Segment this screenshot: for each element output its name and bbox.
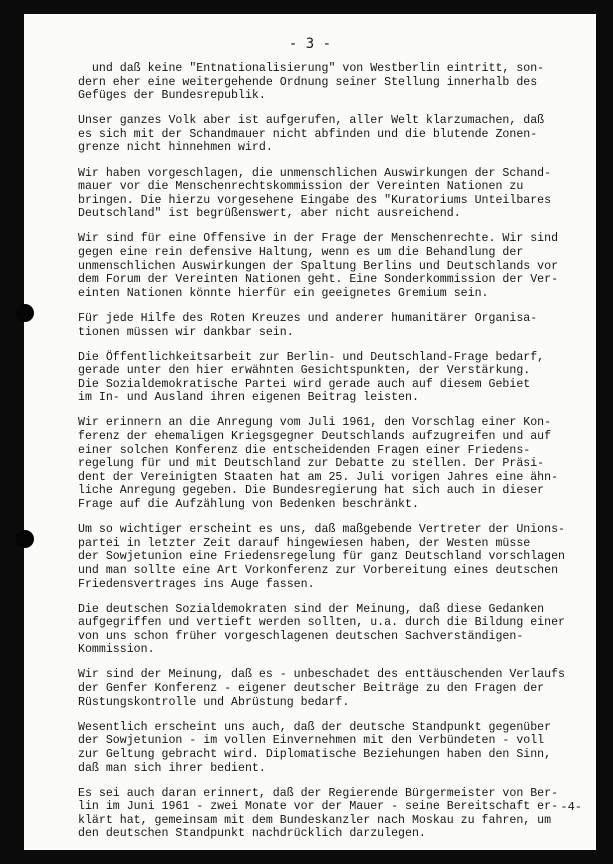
next-page-marker: -4- [560, 800, 582, 814]
text-line: Kommission. [78, 643, 155, 657]
text-line: Für jede Hilfe des Roten Kreuzes und anderer humanitärer Organisa- [78, 311, 538, 325]
text-line: Gefüges der Bundesrepublik. [78, 89, 266, 103]
text-line: Rüstungskontrolle und Abrüstung bedarf. [78, 695, 350, 709]
paragraph [78, 167, 594, 221]
text-line: Wir haben vorgeschlagen, die unmenschlichen Auswirkungen der Schand- [78, 166, 552, 180]
text-line: dern eher eine weitergehende Ordnung seiner Stellung innerhalb des [78, 75, 538, 89]
punch-hole [16, 530, 34, 548]
document-body [78, 62, 594, 853]
text-line: regelung für und mit Deutschland zur Debatte zu stellen. Der Präsi- [78, 457, 545, 471]
text-line: unmenschlichen Auswirkungen der Spaltung Berlins und Deutschlands vor [78, 259, 559, 273]
text-line: Wesentlich erscheint uns auch, daß der deutsche Standpunkt gegenüber [78, 720, 552, 734]
text-line: es sich mit der Schandmauer nicht abfinden und die blutende Zonen- [78, 127, 538, 141]
text-line: der Genfer Konferenz - eigener deutscher Beiträge zu den Fragen der [78, 682, 545, 696]
text-line: einten Nationen könnte hierfür ein geeignetes Gremium sein. [78, 286, 489, 300]
page-number: - 3 - [288, 36, 332, 52]
text-line: gerade unter den hier erwähnten Gesichtspunkten, der Verstärkung. [78, 364, 531, 378]
paragraph [78, 787, 594, 841]
text-line: und daß keine "Entnationalisierung" von Westberlin eintritt, son- [78, 62, 545, 75]
text-line: daß man sich ihrer bedient. [78, 761, 266, 775]
text-line: der Sowjetunion - im vollen Einvernehmen mit den Verbündeten - voll [78, 734, 545, 748]
text-line: dem Forum der Vereinten Nationen geht. Eine Sonderkommission der Ver- [78, 273, 559, 287]
text-line: Um so wichtiger erscheint es uns, daß maßgebende Vertreter der Unions- [78, 523, 566, 537]
text-line: partei in letzter Zeit darauf hingewiesen haben, der Westen müsse [78, 536, 531, 550]
text-line: einer solchen Konferenz die entscheidenden Fragen einer Friedens- [78, 443, 531, 457]
text-line: der Sowjetunion eine Friedensregelung für ganz Deutschland vorschlagen [78, 550, 566, 564]
text-line: lin im Juni 1961 - zwei Monate vor der Mauer - seine Bereitschaft er- [78, 800, 559, 814]
paragraph [78, 721, 594, 775]
text-line: Wir erinnern an die Anregung vom Juli 1961, den Vorschlag einer Kon- [78, 416, 552, 430]
paragraph [78, 603, 594, 657]
paragraph [78, 312, 594, 339]
text-line: liche Anregung gegeben. Die Bundesregierung hat sich auch in dieser [78, 484, 545, 498]
text-line: Die Sozialdemokratische Partei wird gerade auch auf diesem Gebiet [78, 377, 531, 391]
text-line: klärt hat, gemeinsam mit dem Bundeskanzler nach Moskau zu fahren, um [78, 813, 552, 827]
text-line: Friedensvertrages ins Auge fassen. [78, 577, 315, 591]
paragraph [78, 523, 594, 591]
paragraph [78, 351, 594, 405]
text-line: ferenz der ehemaligen Kriegsgegner Deutschlands aufzugreifen und auf [78, 430, 552, 444]
text-line: Unser ganzes Volk aber ist aufgerufen, aller Welt klarzumachen, daß [78, 114, 545, 128]
text-line: dent der Vereinigten Staaten hat am 25. Juli vorigen Jahres eine ähn- [78, 470, 559, 484]
paragraph [78, 416, 594, 511]
text-line: tionen müssen wir dankbar sein. [78, 325, 294, 339]
text-line: von uns schon früher vorgeschlagenen deutschen Sachverständigen- [78, 629, 524, 643]
paragraph [78, 62, 594, 103]
text-line: Es sei auch daran erinnert, daß der Regierende Bürgermeister von Ber- [78, 786, 559, 800]
text-line: gegen eine rein defensive Haltung, wenn es um die Behandlung der [78, 246, 524, 260]
punch-hole [16, 304, 34, 322]
text-line: und man sollte eine Art Vorkonferenz zur Vorbereitung eines deutschen [78, 563, 559, 577]
text-line: zur Geltung gebracht wird. Diplomatische Beziehungen haben den Sinn, [78, 747, 552, 761]
text-line: aufgegriffen und vertieft werden sollten, u.a. durch die Bildung einer [78, 616, 566, 630]
text-line: Deutschland" ist begrüßenswert, aber nicht ausreichend. [78, 207, 461, 221]
text-line: Die deutschen Sozialdemokraten sind der Meinung, daß diese Gedanken [78, 602, 545, 616]
text-line: den deutschen Standpunkt nachdrücklich darzulegen. [78, 827, 426, 841]
document-page [24, 14, 596, 850]
text-line: Wir sind für eine Offensive in der Frage der Menschenrechte. Wir sind [78, 232, 559, 246]
text-line: bringen. Die hierzu vorgesehene Eingabe des "Kuratoriums Unteilbares [78, 193, 552, 207]
text-line: im In- und Ausland ihren eigenen Beitrag leisten. [78, 391, 419, 405]
text-line: Frage auf die Aufzählung von Bedenken beschränkt. [78, 498, 419, 512]
paragraph [78, 668, 594, 709]
text-line: Die Öffentlichkeitsarbeit zur Berlin- und Deutschland-Frage bedarf, [78, 350, 545, 364]
text-line: grenze nicht hinnehmen wird. [78, 141, 273, 155]
text-line: Wir sind der Meinung, daß es - unbeschadet des enttäuschenden Verlaufs [78, 668, 566, 682]
paragraph [78, 232, 594, 300]
text-line: mauer vor die Menschenrechtskommission der Vereinten Nationen zu [78, 180, 524, 194]
paragraph [78, 114, 594, 155]
